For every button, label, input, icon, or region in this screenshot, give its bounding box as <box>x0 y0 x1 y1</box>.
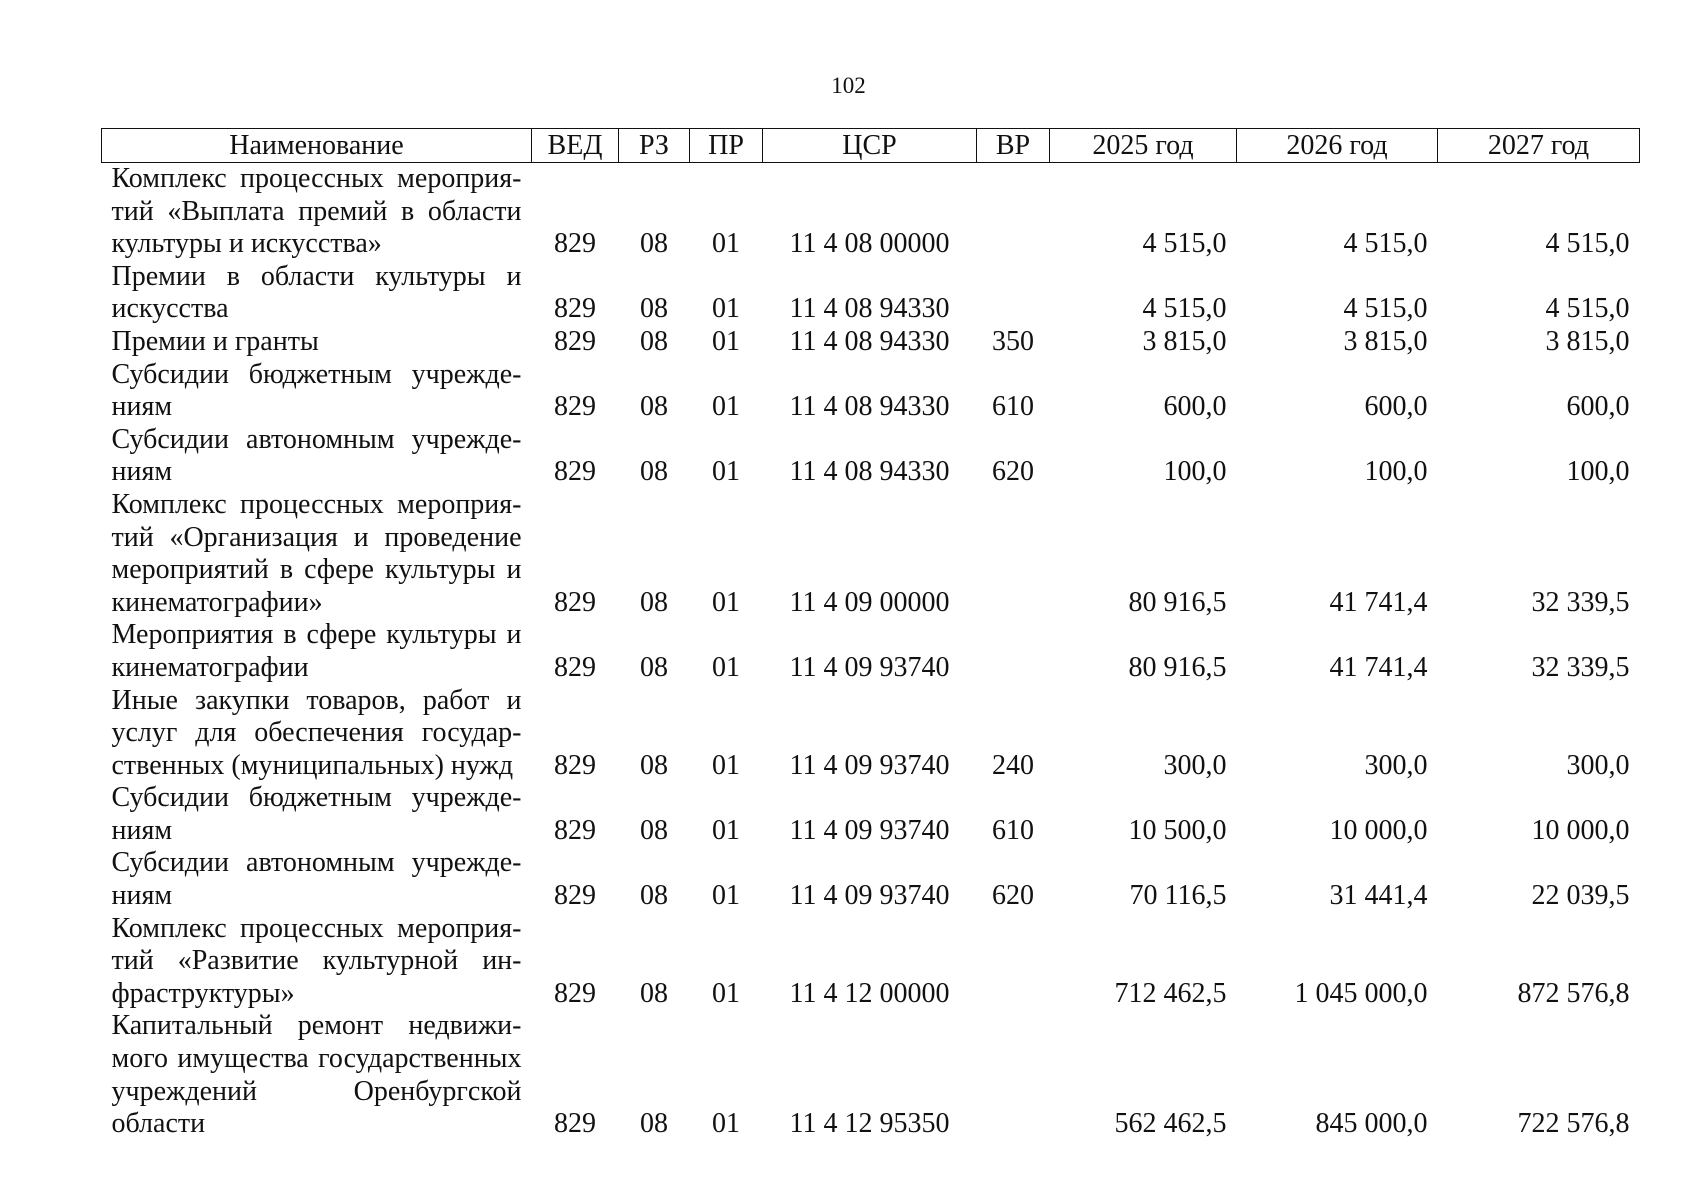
header-name: Наименование <box>102 129 532 163</box>
row-vr <box>977 261 1050 326</box>
row-ved: 829 <box>554 228 596 260</box>
row-2026: 31 441,4 <box>1329 880 1428 912</box>
page-number: 102 <box>831 73 866 98</box>
header-2025: 2025 год <box>1050 129 1237 163</box>
row-pr: 01 <box>712 749 740 781</box>
row-2025: 712 462,5 <box>1114 977 1227 1009</box>
row-ved: 829 <box>554 456 596 488</box>
row-2027: 4 515,0 <box>1545 228 1630 260</box>
row-ved: 829 <box>554 880 596 912</box>
row-csr: 11 4 09 00000 <box>789 586 950 618</box>
header-2026: 2026 год <box>1237 129 1438 163</box>
row-csr: 11 4 09 93740 <box>789 880 950 912</box>
row-pr: 01 <box>712 1108 740 1140</box>
row-pr: 01 <box>712 586 740 618</box>
row-2027: 32 339,5 <box>1531 651 1630 683</box>
row-name: Капитальный ремонт недвижимого имущества государственных учреждений Оренбургской области <box>111 1010 522 1140</box>
row-2026: 3 815,0 <box>1343 325 1428 357</box>
row-2027: 722 576,8 <box>1517 1108 1630 1140</box>
row-ved: 829 <box>554 586 596 618</box>
row-name: Субсидии автономным учреждениям <box>111 847 522 912</box>
header-row <box>102 129 1640 163</box>
table-row <box>102 359 1640 424</box>
row-pr: 01 <box>712 880 740 912</box>
row-rz: 08 <box>640 880 668 912</box>
table-header <box>102 129 1640 163</box>
row-rz: 08 <box>640 228 668 260</box>
row-2025: 300,0 <box>1163 749 1227 781</box>
row-csr: 11 4 09 93740 <box>789 814 950 846</box>
row-ved: 829 <box>554 1108 596 1140</box>
row-2026: 1 045 000,0 <box>1294 977 1428 1009</box>
table-row <box>102 489 1640 619</box>
table-row <box>102 782 1640 847</box>
row-2026: 41 741,4 <box>1329 586 1428 618</box>
row-2027: 300,0 <box>1566 749 1630 781</box>
row-name: Субсидии автономным учреждениям <box>111 423 522 488</box>
table-row <box>102 1010 1640 1140</box>
row-csr: 11 4 08 94330 <box>789 456 950 488</box>
row-pr: 01 <box>712 391 740 423</box>
row-2025: 4 515,0 <box>1142 293 1227 325</box>
table-row <box>102 685 1640 783</box>
row-ved: 829 <box>554 749 596 781</box>
row-vr: 350 <box>992 325 1034 357</box>
row-2025: 100,0 <box>1163 456 1227 488</box>
row-csr: 11 4 08 94330 <box>789 391 950 423</box>
row-2027: 4 515,0 <box>1545 293 1630 325</box>
row-vr <box>977 619 1050 684</box>
row-2026: 600,0 <box>1364 391 1428 423</box>
row-ved: 829 <box>554 977 596 1009</box>
row-name: Премии и гранты <box>111 325 319 357</box>
row-csr: 11 4 08 94330 <box>789 325 950 357</box>
row-csr: 11 4 12 00000 <box>789 977 950 1009</box>
row-csr: 11 4 08 00000 <box>789 228 950 260</box>
row-vr <box>977 913 1050 1011</box>
row-rz: 08 <box>640 456 668 488</box>
row-pr: 01 <box>712 456 740 488</box>
row-rz: 08 <box>640 586 668 618</box>
row-rz: 08 <box>640 1108 668 1140</box>
row-csr: 11 4 12 95350 <box>789 1108 950 1140</box>
row-name: Премии в области культуры и искусства <box>111 260 522 325</box>
row-ved: 829 <box>554 651 596 683</box>
row-2027: 3 815,0 <box>1545 325 1630 357</box>
row-name: Комплекс процессных мероприятий «Выплата премий в области культуры и искусства» <box>111 163 522 260</box>
row-name: Комплекс процессных мероприятий «Организация и проведение мероприятий в сфере культуры и кинематографии» <box>111 488 522 618</box>
header-2027: 2027 год <box>1438 129 1640 163</box>
table-row <box>102 326 1640 359</box>
header-csr: ЦСР <box>763 129 977 163</box>
row-2025: 80 916,5 <box>1128 651 1227 683</box>
budget-table <box>101 128 1640 1141</box>
row-vr <box>977 1010 1050 1140</box>
row-2026: 300,0 <box>1364 749 1428 781</box>
row-2026: 4 515,0 <box>1343 228 1428 260</box>
row-pr: 01 <box>712 293 740 325</box>
row-2027: 32 339,5 <box>1531 586 1630 618</box>
row-ved: 829 <box>554 325 596 357</box>
row-pr: 01 <box>712 228 740 260</box>
row-name: Мероприятия в сфере культуры и кинематографии <box>111 619 522 683</box>
row-ved: 829 <box>554 814 596 846</box>
row-2025: 3 815,0 <box>1142 325 1227 357</box>
table-row <box>102 424 1640 489</box>
row-2025: 70 116,5 <box>1129 880 1227 912</box>
header-rz: РЗ <box>619 129 690 163</box>
row-rz: 08 <box>640 814 668 846</box>
row-name: Субсидии бюджетным учреждениям <box>111 358 522 423</box>
table-row <box>102 261 1640 326</box>
table-row <box>102 847 1640 912</box>
row-csr: 11 4 09 93740 <box>789 651 950 683</box>
row-vr: 240 <box>992 749 1034 781</box>
row-2027: 600,0 <box>1566 391 1630 423</box>
row-vr <box>977 163 1050 261</box>
table-row <box>102 619 1640 684</box>
row-2025: 10 500,0 <box>1128 814 1227 846</box>
row-2027: 872 576,8 <box>1517 977 1630 1009</box>
row-vr: 620 <box>992 456 1034 488</box>
row-2027: 100,0 <box>1566 456 1630 488</box>
table-body <box>102 163 1640 1141</box>
row-rz: 08 <box>640 749 668 781</box>
table-row <box>102 913 1640 1011</box>
header-pr: ПР <box>690 129 763 163</box>
row-name: Комплекс процессных мероприятий «Развитие культурной инфраструктуры» <box>111 912 522 1009</box>
row-2027: 22 039,5 <box>1531 880 1630 912</box>
header-ved: ВЕД <box>532 129 619 163</box>
row-2026: 4 515,0 <box>1343 293 1428 325</box>
row-csr: 11 4 08 94330 <box>789 293 950 325</box>
row-rz: 08 <box>640 293 668 325</box>
row-rz: 08 <box>640 651 668 683</box>
row-vr: 620 <box>992 880 1034 912</box>
row-rz: 08 <box>640 391 668 423</box>
row-pr: 01 <box>712 977 740 1009</box>
table-row <box>102 163 1640 261</box>
header-vr: ВР <box>977 129 1050 163</box>
row-2027: 10 000,0 <box>1531 814 1630 846</box>
row-2025: 80 916,5 <box>1128 586 1227 618</box>
row-2025: 4 515,0 <box>1142 228 1227 260</box>
row-ved: 829 <box>554 391 596 423</box>
row-vr: 610 <box>992 814 1034 846</box>
row-pr: 01 <box>712 814 740 846</box>
row-pr: 01 <box>712 325 740 357</box>
row-rz: 08 <box>640 977 668 1009</box>
row-2026: 10 000,0 <box>1329 814 1428 846</box>
row-csr: 11 4 09 93740 <box>789 749 950 781</box>
row-pr: 01 <box>712 651 740 683</box>
row-vr: 610 <box>992 391 1034 423</box>
row-vr <box>977 489 1050 619</box>
row-2026: 100,0 <box>1364 456 1428 488</box>
row-rz: 08 <box>640 325 668 357</box>
row-name: Иные закупки товаров, работ и услуг для обеспечения государственных (муниципальных) нужд <box>111 684 522 781</box>
row-2025: 562 462,5 <box>1114 1108 1227 1140</box>
row-2026: 41 741,4 <box>1329 651 1428 683</box>
row-ved: 829 <box>554 293 596 325</box>
row-2025: 600,0 <box>1163 391 1227 423</box>
row-2026: 845 000,0 <box>1315 1108 1428 1140</box>
row-name: Субсидии бюджетным учреждениям <box>111 782 522 846</box>
